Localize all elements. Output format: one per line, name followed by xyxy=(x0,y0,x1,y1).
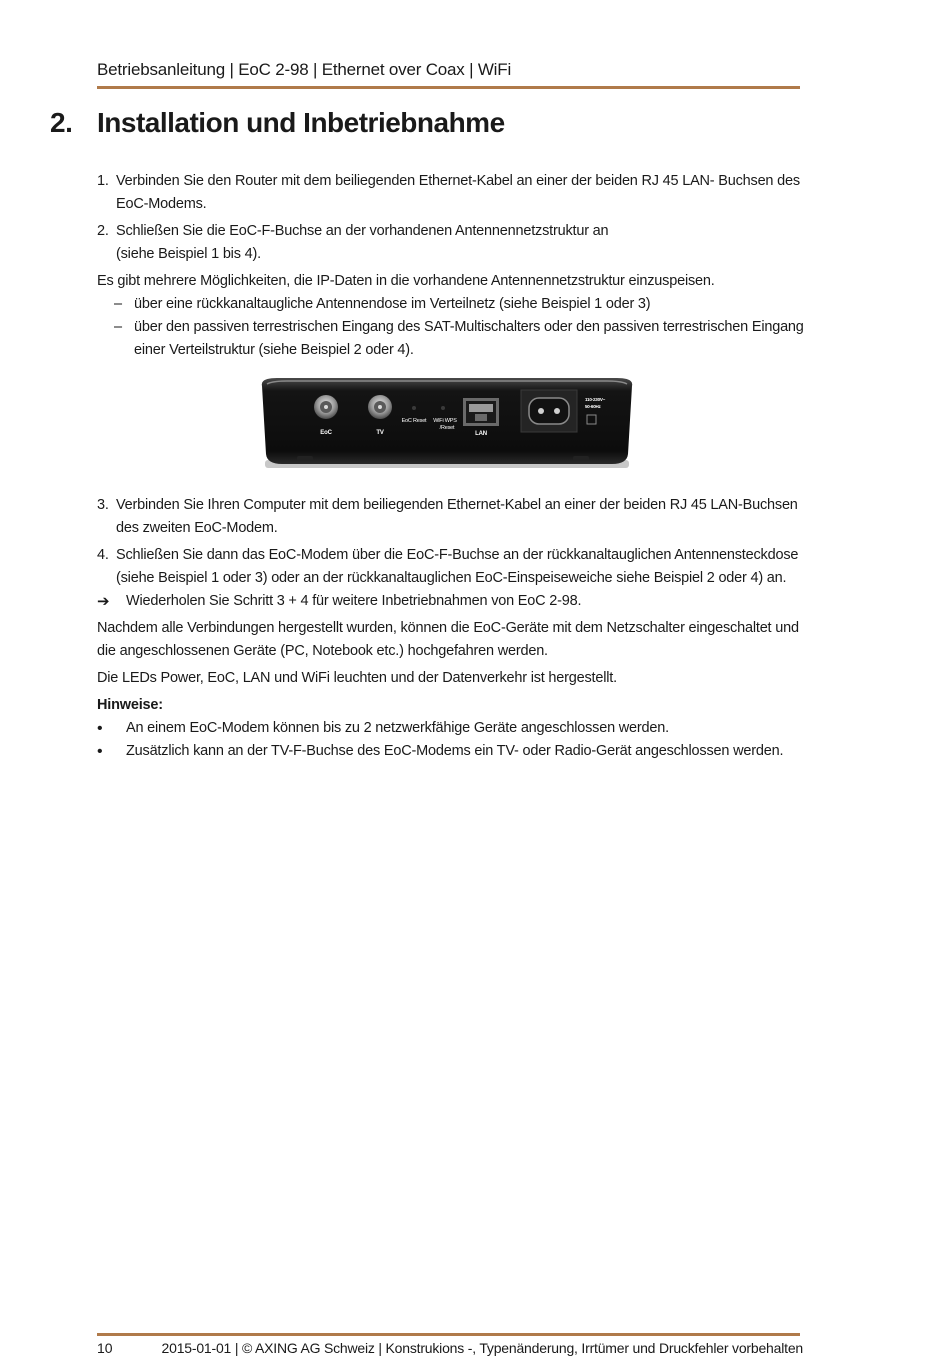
note-text: An einem EoC-Modem können bis zu 2 netzwerkfähige Geräte angeschlossen werden. xyxy=(126,720,669,736)
arrow-icon: ➔ xyxy=(97,593,110,610)
step-2 xyxy=(97,220,807,266)
step-4 xyxy=(97,544,807,590)
device-rear-image xyxy=(97,376,807,476)
step-text-line: (siehe Beispiel 1 bis 4). xyxy=(116,246,261,262)
tv-f-connector xyxy=(368,395,392,419)
section-heading xyxy=(50,107,505,139)
power-socket xyxy=(521,390,577,432)
eoc-reset-label: EoC Reset xyxy=(401,418,427,424)
running-header: Betriebsanleitung | EoC 2-98 | Ethernet over Coax | WiFi xyxy=(97,60,512,79)
step-text xyxy=(116,220,807,266)
section-title: Installation und Inbetriebnahme xyxy=(97,107,505,138)
step-number: 4. xyxy=(97,547,109,563)
note-item xyxy=(97,740,807,763)
section-number: 2. xyxy=(50,107,73,138)
eoc-f-connector xyxy=(314,395,338,419)
lan-port xyxy=(463,398,499,426)
dash-marker: – xyxy=(114,319,122,335)
connection-paragraph: Nachdem alle Verbindungen hergestellt wurden, können die EoC-Geräte mit dem Netzschalter eingeschaltet und die angeschlossenen Geräte (PC, Notebook etc.) hochgefahren werden. xyxy=(97,620,799,659)
body-content xyxy=(97,170,807,763)
note-item xyxy=(97,717,807,740)
device-rear-figure xyxy=(97,376,807,476)
footer-rule xyxy=(97,1333,800,1336)
wifi-wps-label: WiFi WPS xyxy=(433,418,457,424)
step-text-line: Schließen Sie dann das EoC-Modem über die EoC-F-Buchse an der rückkanaltauglichen Antennensteckdose xyxy=(116,547,799,563)
step-3 xyxy=(97,494,807,540)
option-text: über den passiven terrestrischen Eingang des SAT-Multischalters oder den passiven terrestrischen Eingang einer Verteilstruktur (siehe Beispiel 2 oder 4). xyxy=(134,319,804,358)
port-label-eoc: EoC xyxy=(320,430,332,436)
step-number: 3. xyxy=(97,497,109,513)
header-rule xyxy=(97,86,800,89)
led-paragraph: Die LEDs Power, EoC, LAN und WiFi leuchten und der Datenverkehr ist hergestellt. xyxy=(97,670,617,686)
notes-title: Hinweise: xyxy=(97,697,163,713)
option-item xyxy=(97,293,807,316)
step-number: 2. xyxy=(97,223,109,239)
note-text: Zusätzlich kann an der TV-F-Buchse des EoC-Modems ein TV- oder Radio-Gerät angeschlossen werden. xyxy=(126,743,784,759)
power-rating-label: 110-230V~ xyxy=(585,397,606,402)
power-frequency-label: 50-60Hz xyxy=(585,404,601,409)
dash-marker: – xyxy=(114,296,122,312)
option-item xyxy=(97,316,807,362)
page-number: 10 xyxy=(97,1340,113,1356)
step-text-line: (siehe Beispiel 1 oder 3) oder an der rückkanaltauglichen EoC-Einspeiseweiche siehe Beispiel 2 oder 4) an. xyxy=(116,570,787,586)
option-text: über eine rückkanaltaugliche Antennendose im Verteilnetz (siehe Beispiel 1 oder 3) xyxy=(134,296,651,312)
bullet-icon: • xyxy=(97,743,103,760)
step-1 xyxy=(97,170,807,216)
intro-paragraph: Es gibt mehrere Möglichkeiten, die IP-Daten in die vorhandene Antennennetzstruktur einzuspeisen. xyxy=(97,273,715,289)
step-text: Verbinden Sie Ihren Computer mit dem beiliegenden Ethernet-Kabel an einer der beiden RJ 45 LAN-Buchsen des zweiten EoC-Modem. xyxy=(116,497,798,536)
bullet-icon: • xyxy=(97,720,103,737)
repeat-instruction xyxy=(97,590,807,613)
step-text: Verbinden Sie den Router mit dem beiliegenden Ethernet-Kabel an einer der beiden RJ 45 LAN- Buchsen des EoC-Modems. xyxy=(116,173,800,212)
step-text xyxy=(116,544,807,590)
port-label-tv: TV xyxy=(376,430,384,436)
repeat-text: Wiederholen Sie Schritt 3 + 4 für weitere Inbetriebnahmen von EoC 2-98. xyxy=(126,593,582,609)
step-text-line: Schließen Sie die EoC-F-Buchse an der vorhandenen Antennennetzstruktur an xyxy=(116,223,609,239)
step-number: 1. xyxy=(97,173,109,189)
footer-text: 2015-01-01 | © AXING AG Schweiz | Konstrukions -, Typenänderung, Irrtümer und Druckfehler vorbehalten xyxy=(161,1340,803,1356)
port-label-lan: LAN xyxy=(475,431,487,437)
wifi-wps-label-2: /Reset xyxy=(439,425,455,431)
